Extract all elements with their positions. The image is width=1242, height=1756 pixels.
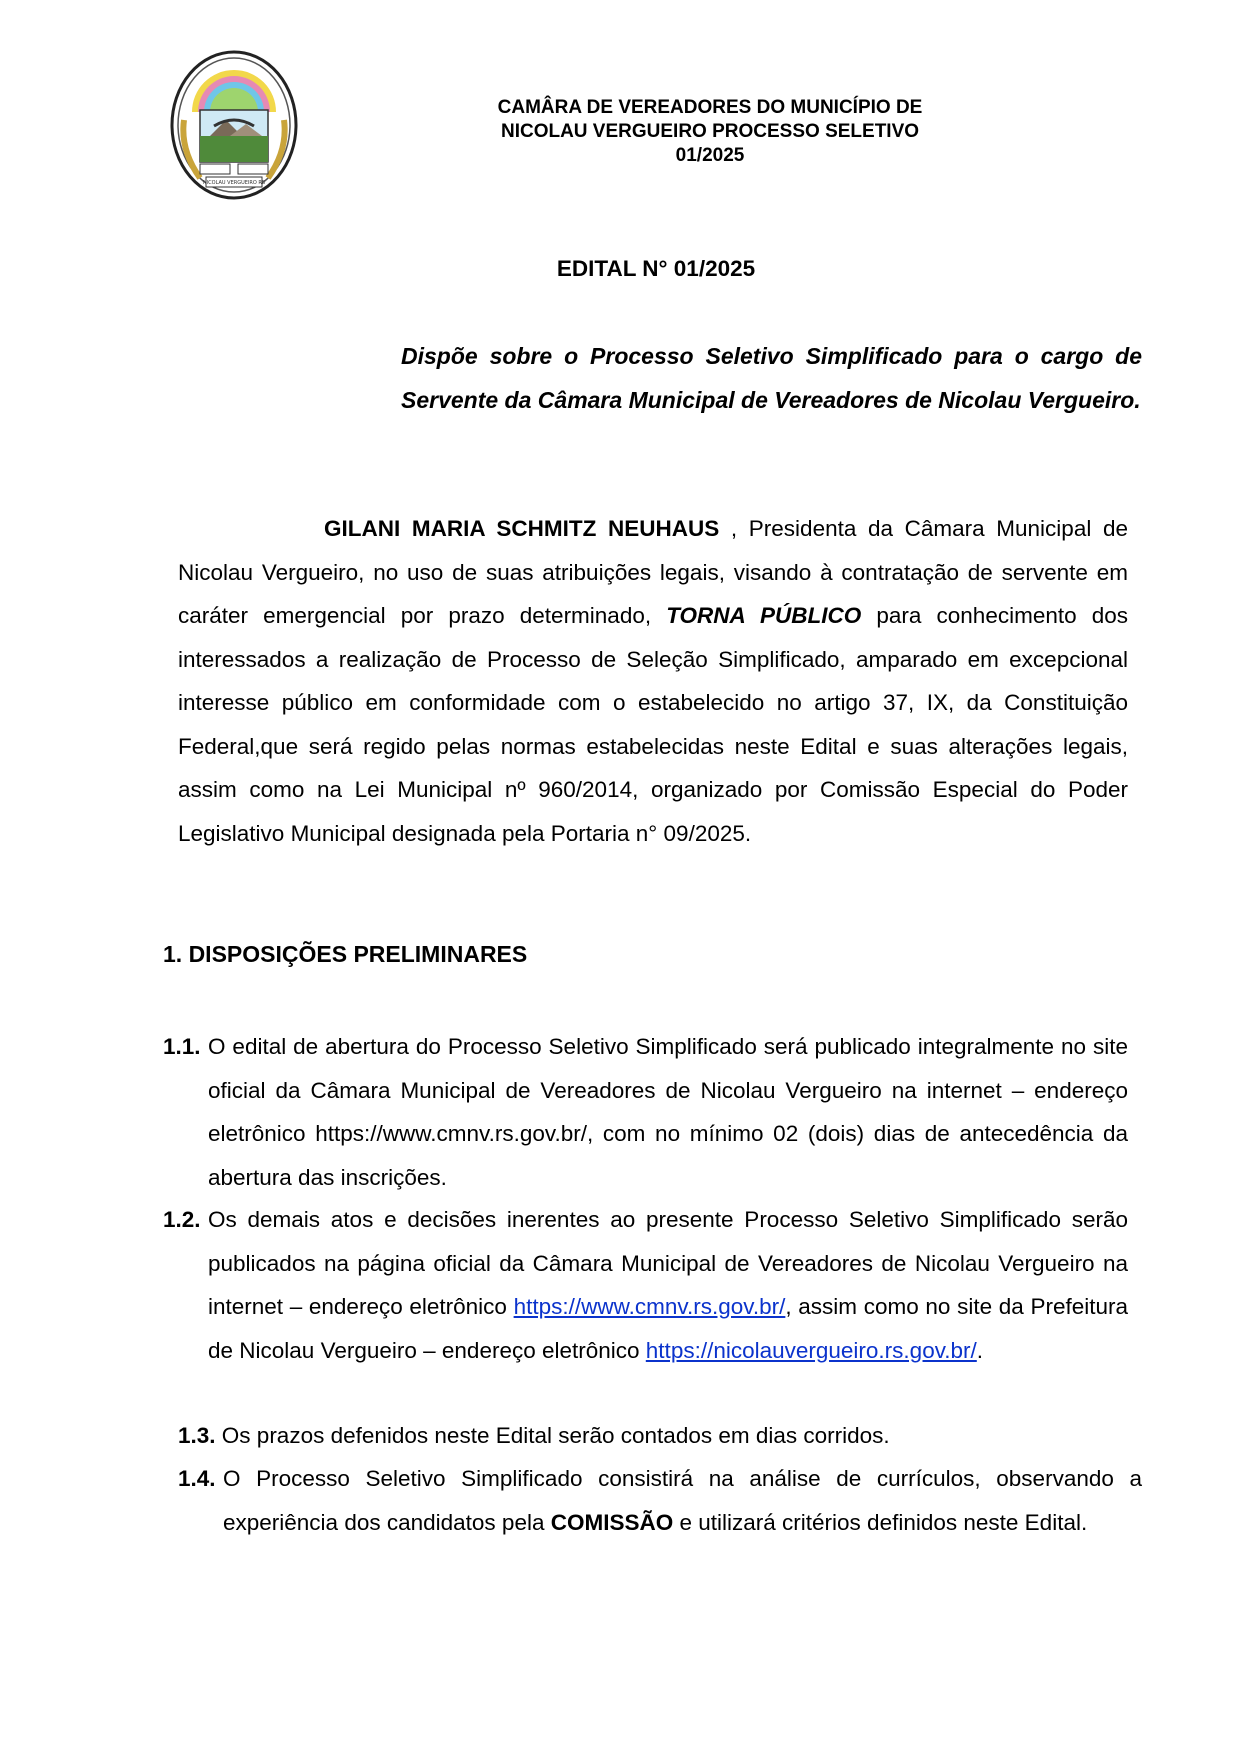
- section-1-title: 1. DISPOSIÇÕES PRELIMINARES: [163, 941, 528, 967]
- item-text-b: , assim como no site da Prefeitura de Nicolau Vergueiro – endereço eletrônico: [208, 1294, 1128, 1363]
- item-text-a: O Processo Seletivo Simplificado consistirá na análise de currículos, observando a experiência dos candidatos pela: [223, 1466, 1142, 1535]
- item-number: 1.3.: [178, 1423, 216, 1448]
- president-name: GILANI MARIA SCHMITZ NEUHAUS: [324, 516, 720, 541]
- item-1-3: [178, 1414, 1128, 1458]
- item-1-2: [163, 1198, 1128, 1372]
- document-header: [440, 96, 980, 168]
- cmnv-website-link[interactable]: https://www.cmnv.rs.gov.br/: [513, 1294, 786, 1319]
- item-number: 1.2.: [163, 1207, 201, 1232]
- item-text-c: .: [976, 1337, 984, 1363]
- item-text-b: e utilizará critérios definidos neste Edital.: [673, 1509, 1088, 1535]
- preamble-text-b: para conhecimento dos interessados a realização de Processo de Seleção Simplificado, amparado em excepcional interesse público em conformidade com o estabelecido no artigo 37, IX, da Constituição Federal,que será regido pelas normas estabelecidas neste Edital e suas alterações legais, assim como na Lei Municipal nº 960/2014, organizado por Comissão Especial do Poder Legislativo Municipal designada pela Portaria n° 09/2025.: [178, 603, 1128, 846]
- item-number: 1.1.: [163, 1034, 201, 1059]
- item-text-a: Os demais atos e decisões inerentes ao presente Processo Seletivo Simplificado serão publicados na página oficial da Câmara Municipal de Vereadores de Nicolau Vergueiro na internet – endereço eletrônico: [208, 1207, 1128, 1319]
- edital-title: EDITAL N° 01/2025: [556, 256, 756, 281]
- preamble-paragraph: [178, 507, 1128, 855]
- header-line-2: NICOLAU VERGUEIRO PROCESSO SELETIVO: [500, 121, 920, 142]
- header-line-1: CAMÂRA DE VEREADORES DO MUNICÍPIO DE: [497, 97, 923, 118]
- item-text: [223, 1457, 1142, 1544]
- prefeitura-website-link[interactable]: https://nicolauvergueiro.rs.gov.br/: [645, 1337, 977, 1363]
- torna-publico-emphasis: TORNA PÚBLICO: [666, 603, 862, 628]
- header-line-3: 01/2025: [675, 145, 745, 166]
- municipal-seal: [170, 50, 298, 200]
- comissao-bold: COMISSÃO: [550, 1509, 674, 1535]
- item-number: 1.4.: [178, 1466, 216, 1491]
- item-text: Os prazos defenidos neste Edital serão contados em dias corridos.: [221, 1423, 890, 1448]
- svg-text:NICOLAU VERGUEIRO RS: NICOLAU VERGUEIRO RS: [202, 180, 266, 186]
- edital-summary: Dispõe sobre o Processo Seletivo Simplificado para o cargo de Servente da Câmara Municipal de Vereadores de Nicolau Vergueiro.: [401, 343, 1142, 413]
- item-text: [208, 1198, 1128, 1372]
- item-1-4: [178, 1457, 1142, 1544]
- municipal-coat-of-arms-icon: [170, 50, 298, 200]
- item-1-1: [163, 1025, 1128, 1199]
- item-text: O edital de abertura do Processo Seletivo Simplificado será publicado integralmente no site oficial da Câmara Municipal de Vereadores de Nicolau Vergueiro na internet – endereço eletrônico https://www.cmnv.rs.gov.br/, com no mínimo 02 (dois) dias de antecedência da abertura das inscrições.: [208, 1034, 1128, 1190]
- preamble-text-a: , Presidenta da Câmara Municipal de Nicolau Vergueiro, no uso de suas atribuições legais, visando à contratação de servente em caráter emergencial por prazo determinado,: [178, 516, 1128, 628]
